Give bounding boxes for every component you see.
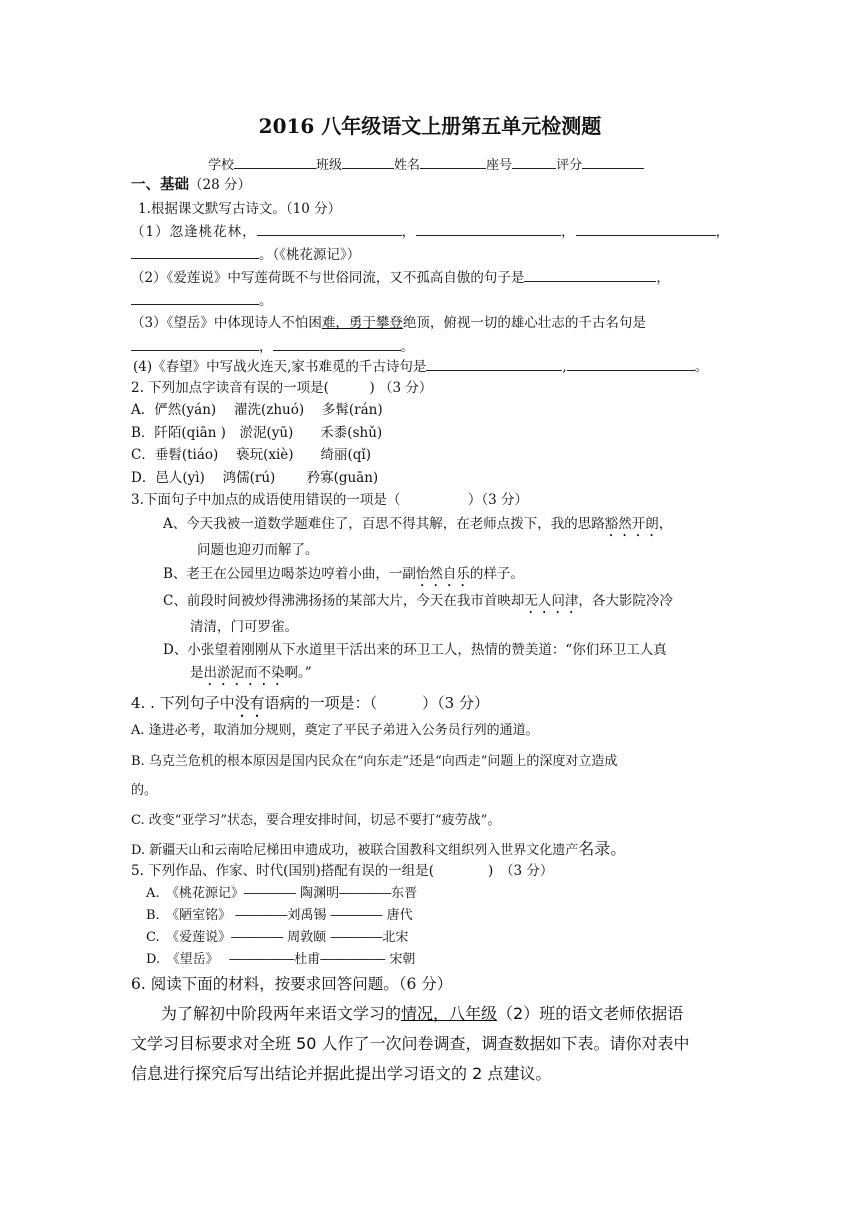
q1-p3-prefix: （3）《望岳》中体现诗人不怕困 bbox=[131, 315, 322, 331]
q6-p1-text-end: （2）班的语文老师依据语 bbox=[497, 1004, 684, 1023]
q6-p1-text: 为了解初中阶段两年来语文学习的 bbox=[161, 1004, 402, 1023]
question-6-paragraph-line-1 bbox=[161, 999, 683, 1029]
q3-c-dotted-idiom: 无人问津 bbox=[524, 593, 579, 609]
q4-d-text-end: 名录。 bbox=[578, 839, 627, 858]
section-points: （28 分） bbox=[189, 177, 251, 193]
q1-p2-prefix: （2）《爱莲说》中写莲荷既不与世俗同流，又不孤高自傲的句子是 bbox=[131, 270, 525, 286]
question-1-part-4: (4)《春望》中写战火连天,家书难觅的千古诗句是 , 。 bbox=[133, 359, 709, 375]
question-4-option-d bbox=[131, 840, 626, 860]
q4-dotted-word: 没有 bbox=[234, 694, 265, 712]
question-1-part-1: （1）忽逢桃花林， ， ， ， bbox=[131, 224, 731, 240]
question-4-option-b: B. 乌克兰危机的根本原因是国内民众在“向东走”还是“向西走”问题上的深度对立造成 bbox=[131, 754, 618, 769]
q3-d-text: 是 bbox=[190, 665, 204, 681]
answer-blank[interactable] bbox=[131, 245, 259, 259]
school-field[interactable] bbox=[234, 155, 316, 169]
question-3-option-d-cont bbox=[190, 664, 312, 689]
question-2-option-a: A．俨然(yán) 濯洗(zhuó) 多髯(rán) bbox=[131, 402, 383, 418]
question-5-option-c: C. 《爱莲说》―――― 周敦颐 ――――北宋 bbox=[146, 930, 409, 945]
answer-blank[interactable] bbox=[567, 357, 695, 371]
answer-blank[interactable] bbox=[131, 291, 259, 305]
name-field[interactable] bbox=[420, 155, 486, 169]
question-2-option-d: D．邑人(yì) 鸿儒(rú) 矜寡(guān) bbox=[131, 470, 379, 486]
class-field[interactable] bbox=[342, 155, 394, 169]
name-label: 姓名 bbox=[394, 158, 421, 173]
question-3-option-a-cont: 问题也迎刃而解了。 bbox=[197, 542, 319, 558]
section-title: 一、基础 bbox=[131, 176, 189, 193]
question-1-stem: 1.根据课文默写古诗文。（10 分） bbox=[138, 201, 342, 217]
question-3-option-c bbox=[163, 592, 673, 617]
answer-blank[interactable] bbox=[273, 337, 401, 351]
q3-b-dotted-idiom: 怡然自乐 bbox=[415, 566, 470, 582]
question-1-part-1-cont bbox=[131, 245, 360, 264]
question-6-paragraph-line-3: 信息进行探究后写出结论并据此提出学习语文的 2 点建议。 bbox=[131, 1064, 552, 1083]
q4-stem-text-end: 语病的一项是：（ ）（3 分） bbox=[264, 694, 489, 712]
question-5-option-d: D. 《望岳》 ―――――杜甫――――― 宋朝 bbox=[146, 952, 416, 967]
question-1-part-3-cont: ， 。 bbox=[131, 337, 414, 356]
question-1-part-2-cont: 。 bbox=[131, 291, 273, 310]
question-3-option-d: D、小张望着刚刚从下水道里干活出来的环卫工人，热情的赞美道：“你们环卫工人真 bbox=[163, 642, 667, 658]
q1-p1-prefix: （1）忽逢桃花林， bbox=[131, 224, 257, 240]
answer-blank[interactable] bbox=[416, 222, 561, 236]
q3-b-text-end: 的样子。 bbox=[469, 566, 524, 582]
question-6-paragraph-line-2: 文学习目标要求对全班 50 人作了一次问卷调查，调查数据如下表。请你对表中 bbox=[131, 1034, 690, 1053]
question-3-stem: 3.下面句子中加点的成语使用错误的一项是（ ）（3 分） bbox=[131, 492, 529, 508]
score-label: 评分 bbox=[556, 158, 583, 173]
q1-p4-prefix: (4)《春望》中写战火连天,家书难觅的千古诗句是 bbox=[133, 359, 427, 375]
q3-d-text-end: 啊。” bbox=[284, 665, 312, 681]
q4-d-text: D. 新疆天山和云南哈尼梯田申遗成功，被联合国教科文组织列入世界文化遗产 bbox=[131, 843, 579, 858]
q3-a-text-end: ， bbox=[658, 516, 673, 532]
q1-p3-suffix: 绝顶，俯视一切的雄心壮志的千古名句是 bbox=[402, 315, 646, 331]
page-title: 2016 八年级语文上册第五单元检测题 bbox=[258, 114, 602, 138]
q3-a-text: A、今天我被一道数学题难住了，百思不得其解，在老师点拨下，我的思路 bbox=[163, 516, 605, 532]
school-label: 学校 bbox=[208, 158, 235, 173]
question-4-option-c: C. 改变“亚学习”状态，要合理安排时间，切忌不要打“疲劳战”。 bbox=[131, 813, 501, 828]
student-info-line bbox=[208, 155, 644, 175]
seat-label: 座号 bbox=[486, 158, 513, 173]
question-5-option-a: A. 《桃花源记》―――― 陶渊明――――东晋 bbox=[146, 886, 418, 901]
seat-field[interactable] bbox=[512, 155, 556, 169]
question-3-option-b bbox=[163, 565, 524, 590]
question-3-option-c-cont: 清清，门可罗雀。 bbox=[190, 619, 298, 635]
section-heading bbox=[131, 176, 251, 194]
question-4-stem bbox=[131, 694, 489, 721]
question-2-stem: 2. 下列加点字读音有误的一项是( ) （3 分） bbox=[131, 380, 433, 396]
question-2-option-c: C．垂髫(tiáo) 亵玩(xiè) 绮丽(qǐ) bbox=[131, 447, 372, 463]
question-2-option-b: B．阡陌(qiān ) 淤泥(yū) 禾黍(shǔ) bbox=[131, 425, 383, 441]
class-label: 班级 bbox=[316, 158, 343, 173]
q6-p1-underlined: 情况，八年级 bbox=[401, 1004, 498, 1023]
question-6-stem: 6. 阅读下面的材料，按要求回答问题。（6 分） bbox=[131, 975, 453, 993]
q3-c-text: C、前段时间被炒得沸沸扬扬的某部大片，今天在我市首映却 bbox=[163, 593, 525, 609]
question-1-part-2: （2）《爱莲说》中写莲荷既不与世俗同流，又不孤高自傲的句子是 ， bbox=[131, 270, 670, 286]
answer-blank[interactable] bbox=[257, 222, 402, 236]
answer-blank[interactable] bbox=[576, 222, 716, 236]
answer-blank[interactable] bbox=[524, 268, 656, 282]
question-5-stem: 5. 下列作品、作家、时代(国别)搭配有误的一组是( ) （3 分） bbox=[131, 863, 554, 879]
question-4-option-b-cont: 的。 bbox=[131, 783, 158, 798]
q4-stem-text: 4. . 下列句子中 bbox=[131, 694, 235, 712]
q3-a-dotted-idiom: 豁然开朗 bbox=[604, 516, 659, 532]
answer-blank[interactable] bbox=[131, 337, 259, 351]
question-1-part-3 bbox=[131, 314, 646, 332]
q3-b-text: B、老王在公园里边喝茶边哼着小曲，一副 bbox=[163, 566, 416, 582]
q1-p3-underlined: 难，勇于攀登 bbox=[321, 315, 403, 331]
q3-c-text-end: ，各大影院冷冷 bbox=[578, 593, 673, 609]
q1-p1-source: 。（《桃花源记》） bbox=[259, 247, 361, 263]
answer-blank[interactable] bbox=[426, 357, 562, 371]
question-3-option-a bbox=[163, 515, 672, 540]
question-5-option-b: B. 《陋室铭》 ――――刘禹锡 ―――― 唐代 bbox=[146, 908, 413, 923]
question-4-option-a: A. 逢进必考，取消加分规则，奠定了平民子弟进入公务员行列的通道。 bbox=[131, 723, 539, 738]
q3-d-dotted-idiom: 出淤泥而不染 bbox=[203, 665, 285, 681]
score-field[interactable] bbox=[582, 155, 644, 169]
